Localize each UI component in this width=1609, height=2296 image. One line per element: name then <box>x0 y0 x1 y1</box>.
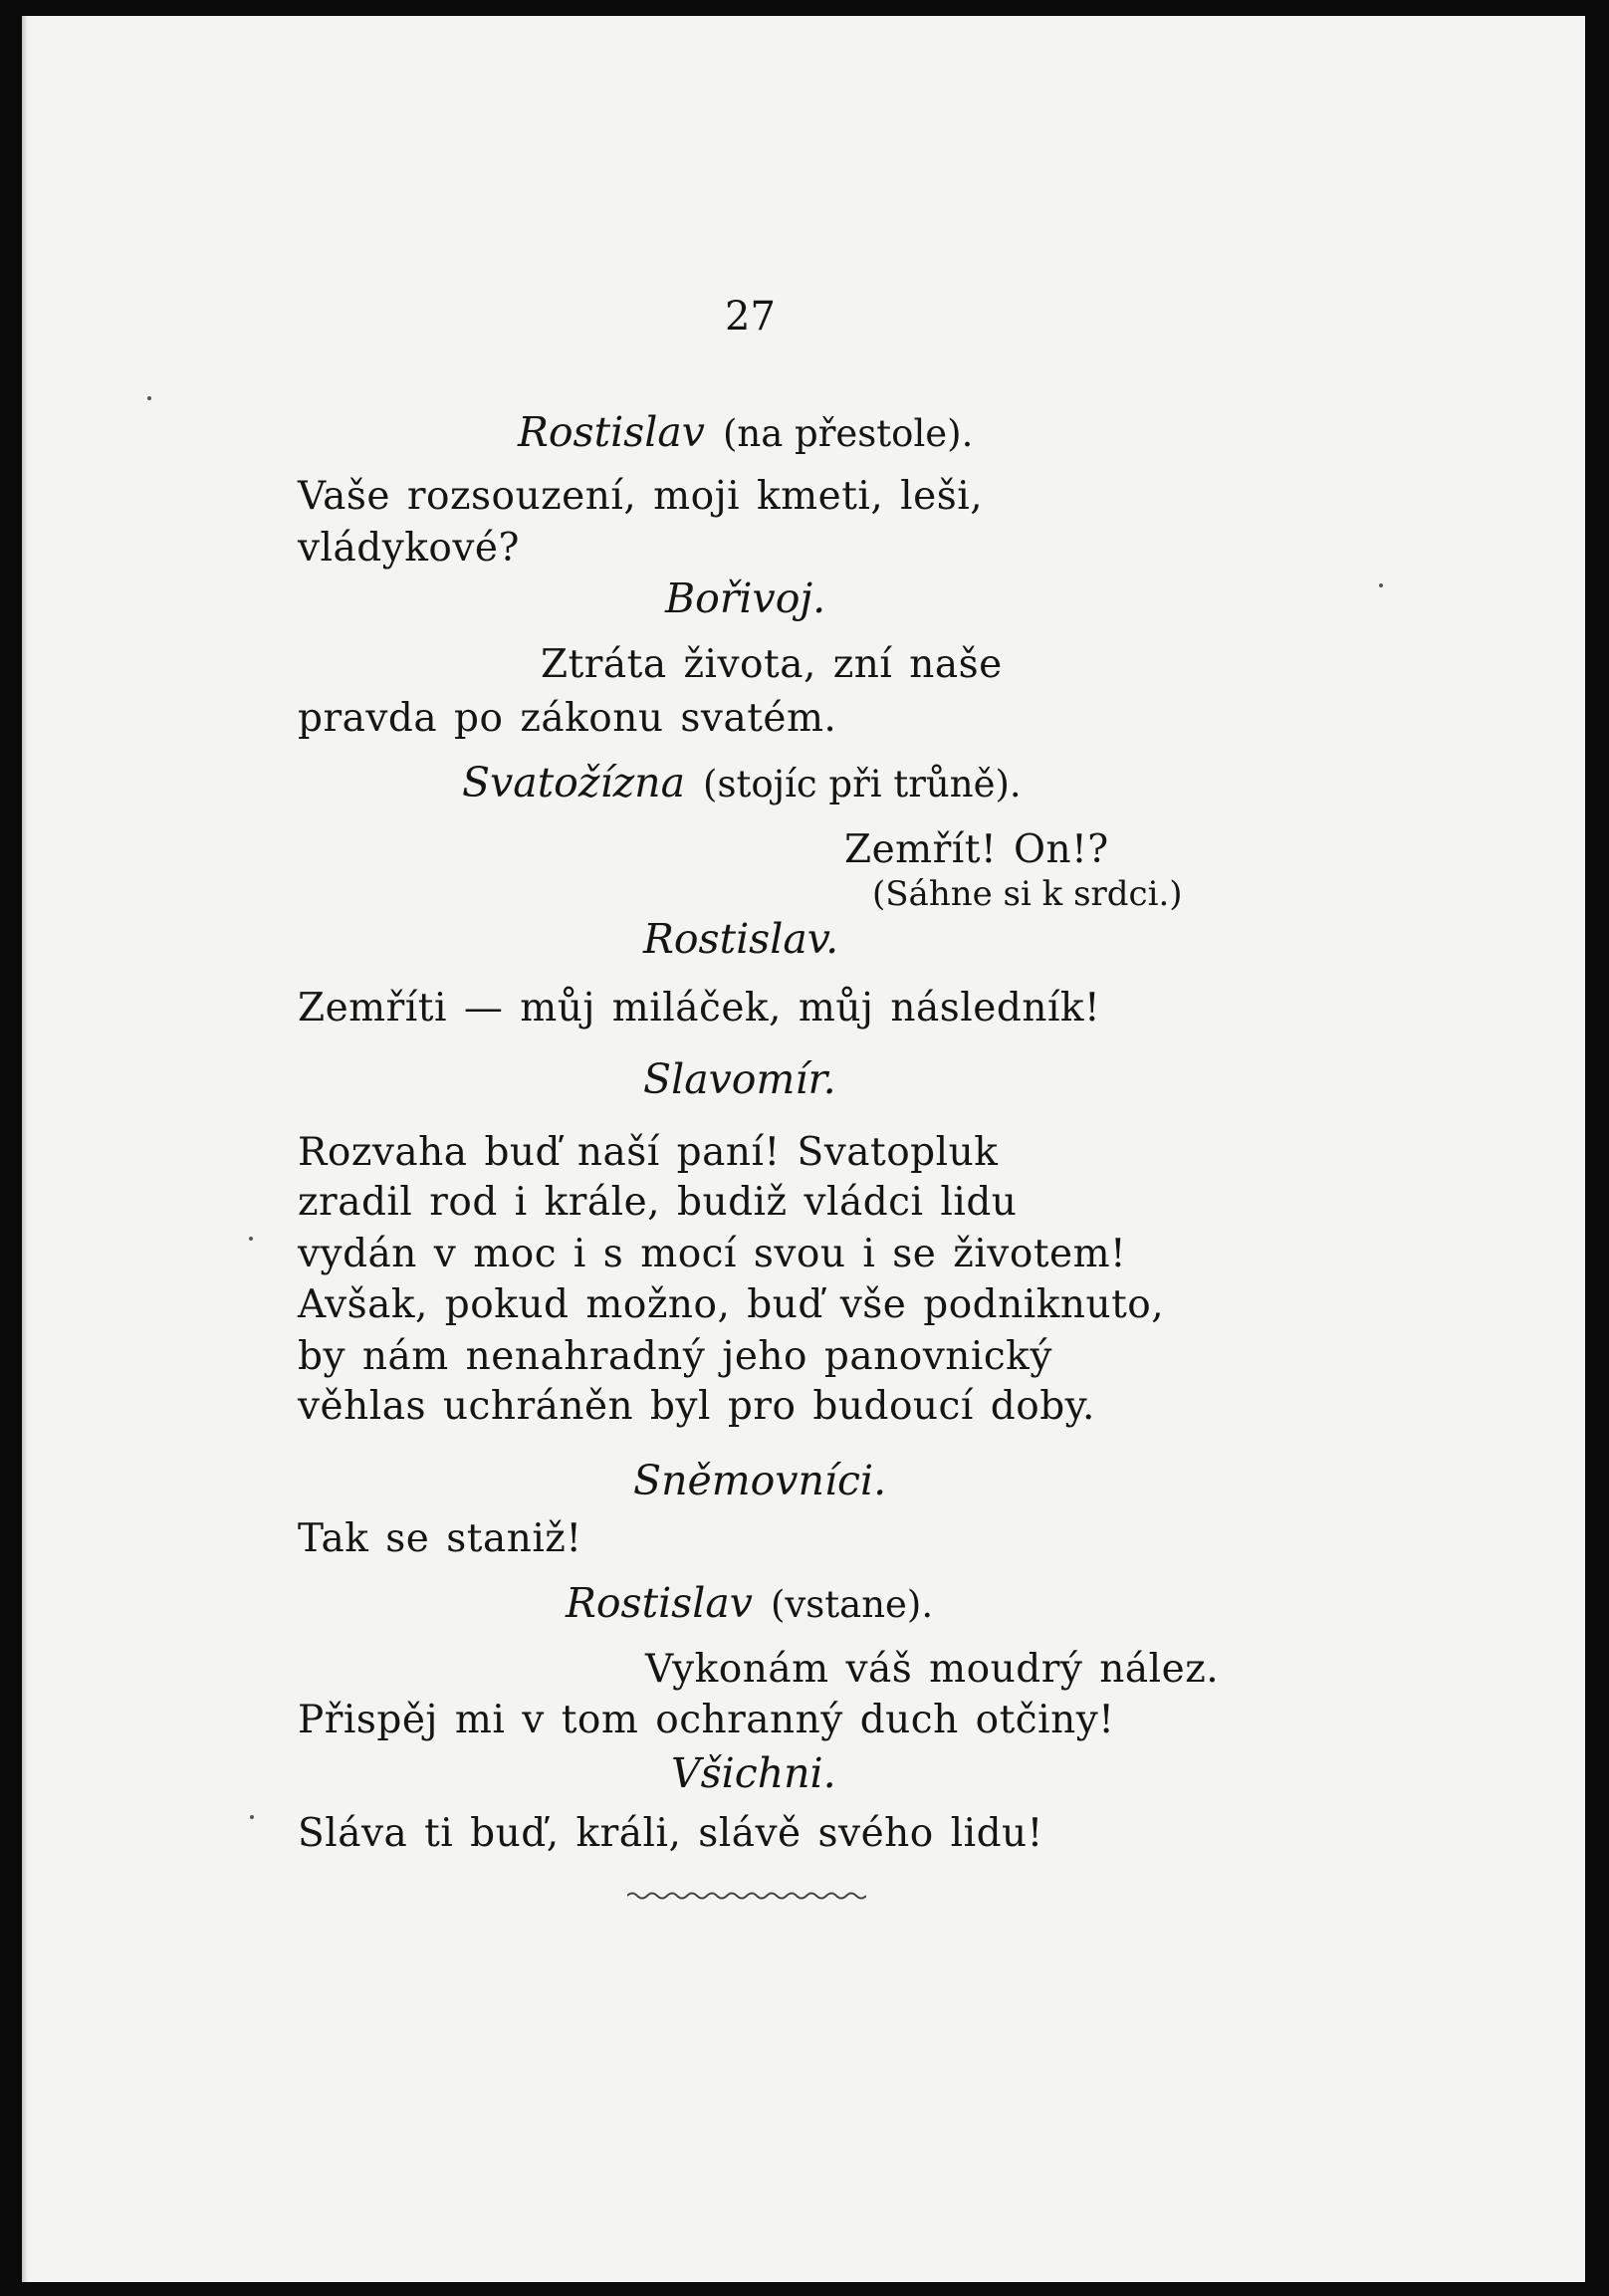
stage-direction: (Sáhne si k srdci.) <box>872 874 1183 914</box>
speaker-heading <box>665 574 826 622</box>
speaker-heading <box>643 915 839 963</box>
verse-line: Rozvaha buď naší paní! Svatopluk <box>298 1130 999 1175</box>
verse-line: věhlas uchráněn byl pro budoucí doby. <box>298 1384 1095 1429</box>
verse-line: Avšak, pokud možno, buď vše podniknuto, <box>298 1282 1165 1327</box>
speaker-name: Svatožízna <box>462 759 686 806</box>
speaker-heading <box>518 408 974 456</box>
verse-line: Ztráta života, zní naše <box>541 642 1003 687</box>
verse-line: vládykové? <box>298 526 520 571</box>
speaker-name: Všichni. <box>671 1749 836 1797</box>
speaker-name: Slavomír. <box>643 1055 836 1103</box>
speaker-heading <box>462 759 1022 806</box>
speaker-name: Rostislav <box>518 408 705 456</box>
verse-line: Zemříti — můj miláček, můj následník! <box>298 986 1101 1031</box>
speaker-name: Rostislav <box>566 1579 753 1627</box>
verse-line: Přispěj mi v tom ochranný duch otčiny! <box>298 1698 1115 1742</box>
verse-line: by nám nenahradný jeho panovnický <box>298 1334 1052 1379</box>
speaker-heading <box>633 1457 887 1504</box>
speaker-name: Rostislav. <box>643 915 839 963</box>
verse-line: Zemřít! On!? <box>844 827 1109 872</box>
verse-line: vydán v moc i s mocí svou i se životem! <box>298 1232 1127 1276</box>
page-number: 27 <box>725 294 776 340</box>
book-page <box>22 16 1585 2282</box>
page-edge-shadow <box>22 16 28 2282</box>
stage-direction: (stojíc při trůně). <box>703 763 1022 805</box>
wavy-rule-ornament <box>627 1890 866 1902</box>
scan-speck <box>147 396 151 400</box>
scan-speck <box>250 1815 254 1819</box>
verse-line: Sláva ti buď, králi, slávě svého lidu! <box>298 1811 1043 1856</box>
verse-line: Vykonám váš moudrý nález. <box>645 1647 1220 1692</box>
verse-line: pravda po zákonu svatém. <box>298 696 837 741</box>
stage-direction: (na přestole). <box>722 412 974 455</box>
verse-line: zradil rod i krále, budiž vládci lidu <box>298 1180 1018 1225</box>
speaker-heading <box>671 1749 836 1797</box>
verse-line: Tak se staniž! <box>298 1516 582 1561</box>
speaker-name: Sněmovníci. <box>633 1457 887 1504</box>
scan-speck <box>249 1237 253 1241</box>
verse-line: Vaše rozsouzení, moji kmeti, leši, <box>298 474 984 519</box>
speaker-heading <box>643 1055 836 1103</box>
speaker-name: Bořivoj. <box>665 574 826 622</box>
stage-direction: (vstane). <box>770 1583 934 1626</box>
speaker-heading <box>566 1579 934 1627</box>
scan-speck <box>1379 583 1383 587</box>
